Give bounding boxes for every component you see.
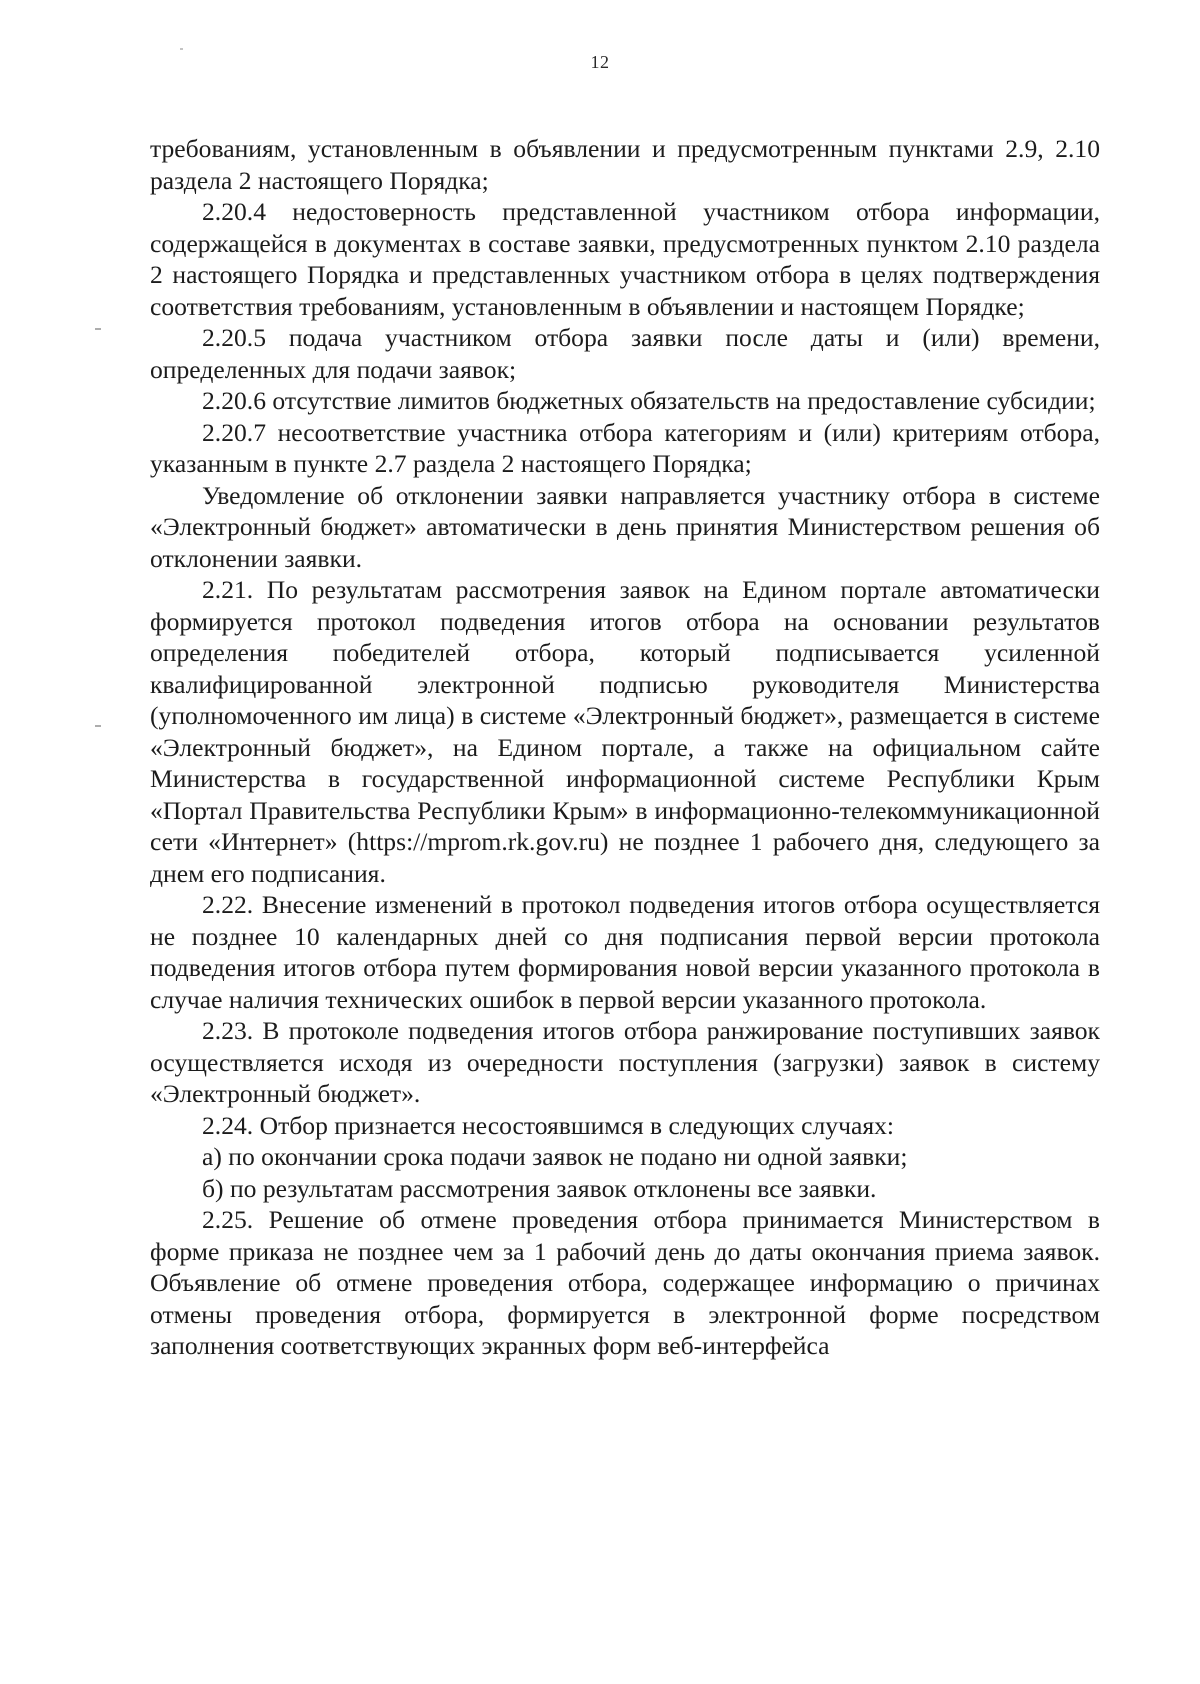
- margin-mark: [95, 725, 101, 727]
- paragraph-2-24: 2.24. Отбор признается несостоявшимся в следующих случаях:: [202, 1110, 895, 1140]
- page-number: 12: [590, 52, 610, 72]
- list-item-a: а) по окончании срока подачи заявок не подано ни одной заявки;: [202, 1142, 908, 1171]
- paragraph-2-20-6: 2.20.6 отсутствие лимитов бюджетных обязательств на предоставление субсидии;: [202, 386, 1096, 415]
- margin-mark: [95, 328, 101, 330]
- scan-speck: [180, 48, 183, 50]
- list-item-b: б) по результатам рассмотрения заявок отклонены все заявки.: [202, 1173, 877, 1203]
- paragraph-2-21: 2.21. По результатам рассмотрения заявок на Едином портале автоматически формируется протокол подведения итогов отбора на основании результатов определения победителей отбора, который подписывается усиленной квалифицированной электронной подписью руководителя Министерства (уполномоченного им лица) в системе «Электронный бюджет», размещается в системе «Электронный бюджет», на Едином портале, а также на официальном сайте Министерства в государственной информационной системе Республики Крым «Портал Правительства Республики Крым» в информационно-телекоммуникационной сети «Интернет» (https://mprom.rk.gov.ru) не позднее 1 рабочего дня, следующего за днем его подписания.: [150, 575, 1100, 888]
- paragraph-2-20-4: 2.20.4 недостоверность представленной участником отбора информации, содержащейся в документах в составе заявки, предусмотренных пунктом 2.10 раздела 2 настоящего Порядка и представленных участником отбора в целях подтверждения соответствия требованиям, установленным в объявлении и настоящем Порядке;: [150, 197, 1100, 321]
- paragraph-continuation: требованиям, установленным в объявлении и предусмотренным пунктами 2.9, 2.10 раздела 2 настоящего Порядка;: [150, 134, 1100, 195]
- paragraph-2-20-5: 2.20.5 подача участником отбора заявки после даты и (или) времени, определенных для подачи заявок;: [150, 323, 1100, 384]
- paragraph-2-25: 2.25. Решение об отмене проведения отбора принимается Министерством в форме приказа не позднее чем за 1 рабочий день до даты окончания приема заявок. Объявление об отмене проведения отбора, содержащее информацию о причинах отмены проведения отбора, формируется в электронной форме посредством заполнения соответствующих экранных форм веб-интерфейса: [150, 1205, 1100, 1360]
- paragraph-2-20-7: 2.20.7 несоответствие участника отбора категориям и (или) критериям отбора, указанным в пункте 2.7 раздела 2 настоящего Порядка;: [150, 417, 1100, 478]
- paragraph-2-22: 2.22. Внесение изменений в протокол подведения итогов отбора осуществляется не позднее 10 календарных дней со дня подписания первой версии протокола подведения итогов отбора путем формирования новой версии указанного протокола в случае наличия технических ошибок в первой версии указанного протокола.: [150, 890, 1100, 1014]
- document-text: [150, 133, 1100, 1362]
- paragraph-rejection-notice: Уведомление об отклонении заявки направляется участнику отбора в системе «Электронный бюджет» автоматически в день принятия Министерством решения об отклонении заявки.: [150, 480, 1100, 573]
- paragraph-2-23: 2.23. В протоколе подведения итогов отбора ранжирование поступивших заявок осуществляется исходя из очередности поступления (загрузки) заявок в систему «Электронный бюджет».: [150, 1016, 1100, 1108]
